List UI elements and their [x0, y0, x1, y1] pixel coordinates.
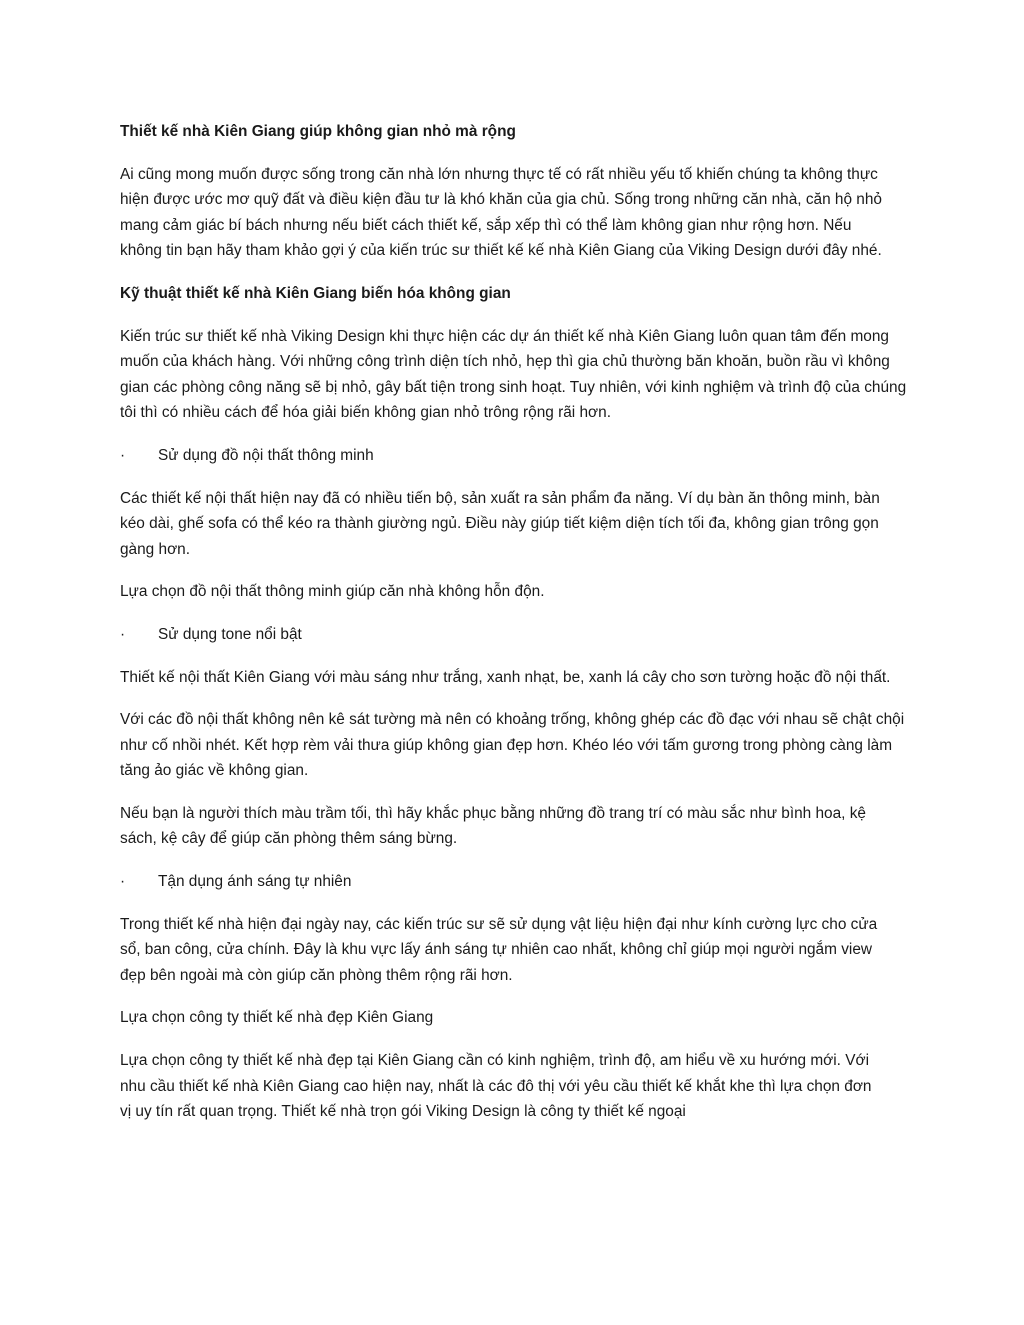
bullet-bright-tone	[120, 622, 920, 648]
document-body	[120, 119, 920, 1142]
bullet-text: Tận dụng ánh sáng tự nhiên	[158, 873, 352, 891]
intro-paragraph: Ai cũng mong muốn được sống trong căn nhà lớn nhưng thực tế có rất nhiều yếu tố khiến chúng ta không thực hiện được ước mơ quỹ đất và điều kiện đầu tư là khó khăn của gia chủ. Sống trong những căn nhà, căn hộ nhỏ mang cảm giác bí bách nhưng nếu biết cách thiết kế, sắp xếp thì có thể làm không gian như rộng hơn. Nếu không tin bạn hãy tham khảo gợi ý của kiến trúc sư thiết kế kế nhà Kiên Giang của Viking Design dưới đây nhé.	[120, 165, 882, 260]
bullet-marker: ·	[120, 873, 126, 891]
bullet-marker: ·	[120, 446, 126, 464]
natural-light-paragraph: Trong thiết kế nhà hiện đại ngày nay, các kiến trúc sư sẽ sử dụng vật liệu hiện đại như kính cường lực cho cửa sổ, ban công, cửa chính. Đây là khu vực lấy ánh sáng tự nhiên cao nhất, không chỉ giúp mọi người ngắm view đẹp bên ngoài mà còn giúp căn phòng thêm rộng rãi hơn.	[120, 915, 878, 984]
heading-small-space: Thiết kế nhà Kiên Giang giúp không gian nhỏ mà rộng	[120, 123, 516, 140]
bright-tone-paragraph: Thiết kế nội thất Kiên Giang với màu sáng như trắng, xanh nhạt, be, xanh lá cây cho sơn tường hoặc đồ nội thất.	[120, 668, 891, 686]
bullet-smart-furniture	[120, 443, 920, 469]
heading-techniques: Kỹ thuật thiết kế nhà Kiên Giang biến hóa không gian	[120, 284, 511, 302]
furniture-spacing-paragraph: Với các đồ nội thất không nên kê sát tường mà nên có khoảng trống, không ghép các đồ đạc với nhau sẽ chật chội như cố nhồi nhét. Kết hợp rèm vải thưa giúp không gian đẹp hơn. Khéo léo với tấm gương trong phòng càng làm tăng ảo giác về không gian.	[120, 711, 905, 780]
bullet-marker: ·	[120, 625, 126, 643]
smart-furniture-caption: Lựa chọn đồ nội thất thông minh giúp căn nhà không hỗn độn.	[120, 583, 545, 601]
bullet-text: Sử dụng tone nổi bật	[158, 625, 302, 643]
techniques-paragraph: Kiến trúc sư thiết kế nhà Viking Design khi thực hiện các dự án thiết kế nhà Kiên Giang luôn quan tâm đến mong muốn của khách hàng. Với những công trình diện tích nhỏ, hẹp thì gia chủ thường băn khoăn, buồn rầu vì không gian các phòng công năng sẽ bị nhỏ, gây bất tiện trong sinh hoạt. Tuy nhiên, với kinh nghiệm và trình độ của chúng tôi thì có nhiều cách để hóa giải biến không gian nhỏ trông rộng rãi hơn.	[120, 327, 907, 422]
smart-furniture-paragraph: Các thiết kế nội thất hiện nay đã có nhiều tiến bộ, sản xuất ra sản phẩm đa năng. Ví dụ bàn ăn thông minh, bàn kéo dài, ghế sofa có thể kéo ra thành giường ngủ. Điều này giúp tiết kiệm diện tích tối đa, không gian trông gọn gàng hơn.	[120, 489, 880, 558]
choose-company-paragraph: Lựa chọn công ty thiết kế nhà đẹp tại Kiên Giang cần có kinh nghiệm, trình độ, am hiểu về xu hướng mới. Với nhu cầu thiết kế nhà Kiên Giang cao hiện nay, nhất là các đô thị với yêu cầu thiết kế khắt khe thì lựa chọn đơn vị uy tín rất quan trọng. Thiết kế nhà trọn gói Viking Design là công ty thiết kế ngoại	[120, 1052, 872, 1121]
bullet-natural-light	[120, 869, 920, 895]
bullet-text: Sử dụng đồ nội thất thông minh	[158, 446, 374, 464]
choose-company-heading: Lựa chọn công ty thiết kế nhà đẹp Kiên Giang	[120, 1009, 434, 1027]
dark-tone-paragraph: Nếu bạn là người thích màu trầm tối, thì hãy khắc phục bằng những đồ trang trí có màu sắc như bình hoa, kệ sách, kệ cây để giúp căn phòng thêm sáng bừng.	[120, 804, 866, 848]
